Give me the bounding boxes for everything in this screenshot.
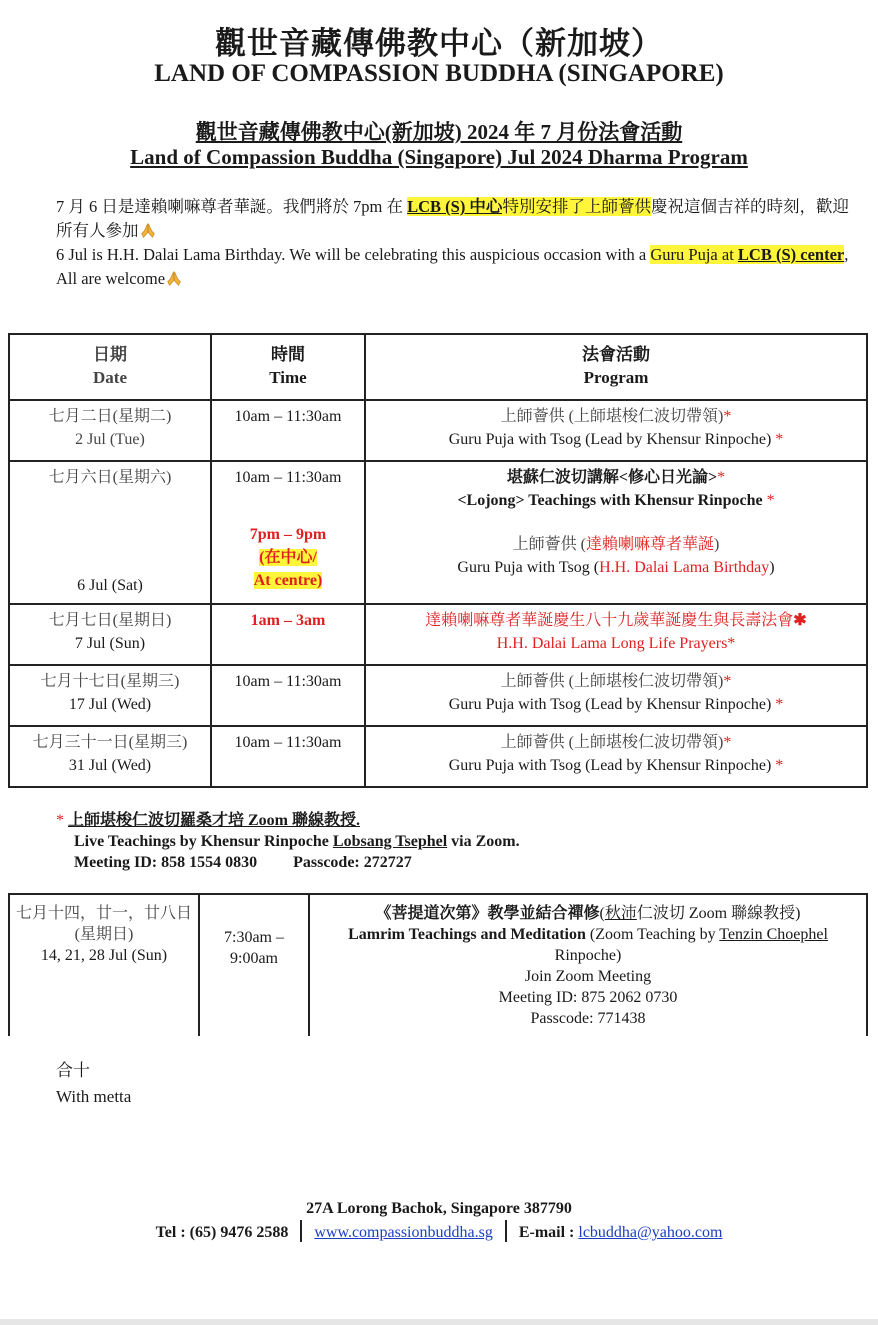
row-program: 上師薈供 (上師堪梭仁波切帶領)* Guru Puja with Tsog (Lead by Khensur Rinpoche) *	[365, 726, 867, 787]
table-row	[9, 894, 867, 1036]
lamrim-time: 7:30am – 9:00am	[199, 894, 309, 1036]
zoom-note-zh: * 上師堪梭仁波切羅桑才培 Zoom 聯線教授.	[56, 812, 361, 829]
lamrim-date: 七月十四，廿一，廿八日 (星期日) 14, 21, 28 Jul (Sun)	[9, 894, 199, 1036]
lamrim-table	[8, 893, 868, 1036]
intro-zh-highlight-center: LCB (S) 中心	[407, 197, 503, 216]
closing	[56, 1058, 131, 1110]
header-date: 日期 Date	[9, 334, 211, 400]
lamrim-program: 《菩提道次第》教學並結合禪修(秋沛仁波切 Zoom 聯線教授) Lamrim Teachings and Meditation (Zoom Teaching by Tenzin Choephel Rinpoche) Join Zoom Meeting Meeting ID: 875 2062 0730 Passcode: 771438	[309, 894, 867, 1036]
zoom-note-en: Live Teachings by Khensur Rinpoche Lobsang Tsephel via Zoom.	[74, 833, 520, 850]
website-link[interactable]: www.compassionbuddha.sg	[314, 1224, 493, 1241]
header-program: 法會活動 Program	[365, 334, 867, 400]
divider	[505, 1220, 507, 1242]
email-label: E-mail :	[518, 1224, 579, 1241]
row-time: 10am – 11:30am	[211, 726, 365, 787]
intro-zh	[56, 195, 864, 243]
subtitle-zh: 觀世音藏傳佛教中心(新加坡) 2024 年 7 月份法會活動	[195, 120, 683, 144]
intro-en-text-end: , All are welcome	[56, 245, 849, 288]
intro-en-text: 6 Jul is H.H. Dalai Lama Birthday. We will be celebrating this auspicious occasion with a	[56, 245, 651, 264]
zoom-note-meeting: Meeting ID: 858 1554 0830 Passcode: 272727	[74, 854, 412, 871]
table-row	[9, 400, 867, 461]
page-bottom-edge	[0, 1319, 878, 1325]
divider	[300, 1220, 302, 1242]
folded-hands-icon	[139, 221, 157, 239]
table-row	[9, 604, 867, 665]
intro-zh-highlight-puja: 特別安排了上師薈供	[502, 197, 651, 216]
title-zh: 觀世音藏傳佛教中心（新加坡）	[215, 26, 663, 61]
intro-zh-text: 7 月 6 日是達賴喇嘛尊者華誕。我們將於 7pm 在	[56, 197, 408, 216]
table-header-row	[9, 334, 867, 400]
row-date: 七月六日(星期六) 6 Jul (Sat)	[9, 461, 211, 604]
intro-en-highlight-puja: Guru Puja at	[650, 245, 738, 264]
row-program: 堪蘇仁波切講解<修心日光論>* <Lojong> Teachings with Khensur Rinpoche * 上師薈供 (達賴喇嘛尊者華誕) Guru Puja with Tsog (H.H. Dalai Lama Birthday)	[365, 461, 867, 604]
row-program: 上師薈供 (上師堪梭仁波切帶領)* Guru Puja with Tsog (Lead by Khensur Rinpoche) *	[365, 400, 867, 461]
footer	[0, 1198, 878, 1244]
row-date: 七月三十一日(星期三) 31 Jul (Wed)	[9, 726, 211, 787]
schedule-table	[8, 333, 868, 788]
footer-contact	[0, 1220, 878, 1244]
table-row	[9, 726, 867, 787]
row-time: 10am – 11:30am	[211, 400, 365, 461]
folded-hands-icon	[165, 269, 183, 287]
intro-zh-text-end: 慶祝這個吉祥的時刻，歡迎所有人參加	[56, 197, 849, 240]
row-date: 七月十七日(星期三) 17 Jul (Wed)	[9, 665, 211, 726]
footer-address: 27A Lorong Bachok, Singapore 387790	[306, 1200, 572, 1217]
closing-en: With metta	[56, 1087, 132, 1106]
intro-en	[56, 243, 864, 291]
row-time: 1am – 3am	[211, 604, 365, 665]
closing-zh: 合十	[56, 1061, 90, 1080]
row-date: 七月七日(星期日) 7 Jul (Sun)	[9, 604, 211, 665]
header-time: 時間 Time	[211, 334, 365, 400]
row-program: 達賴喇嘛尊者華誕慶生八十九歲華誕慶生與長壽法會✱ H.H. Dalai Lama Long Life Prayers*	[365, 604, 867, 665]
email-link[interactable]: lcbuddha@yahoo.com	[578, 1224, 723, 1241]
table-row	[9, 461, 867, 604]
subtitle-en: Land of Compassion Buddha (Singapore) Jul 2024 Dharma Program	[130, 145, 748, 169]
footer-tel: Tel : (65) 9476 2588	[155, 1224, 289, 1241]
zoom-note	[56, 810, 520, 873]
row-time: 10am – 11:30am	[211, 665, 365, 726]
title-en: LAND OF COMPASSION BUDDHA (SINGAPORE)	[154, 60, 724, 87]
intro-en-highlight-center: LCB (S) center	[737, 245, 845, 264]
row-program: 上師薈供 (上師堪梭仁波切帶領)* Guru Puja with Tsog (Lead by Khensur Rinpoche) *	[365, 665, 867, 726]
row-date: 七月二日(星期二) 2 Jul (Tue)	[9, 400, 211, 461]
row-time: 10am – 11:30am 7pm – 9pm (在中心/ At centre)	[211, 461, 365, 604]
table-row	[9, 665, 867, 726]
intro	[56, 195, 864, 291]
